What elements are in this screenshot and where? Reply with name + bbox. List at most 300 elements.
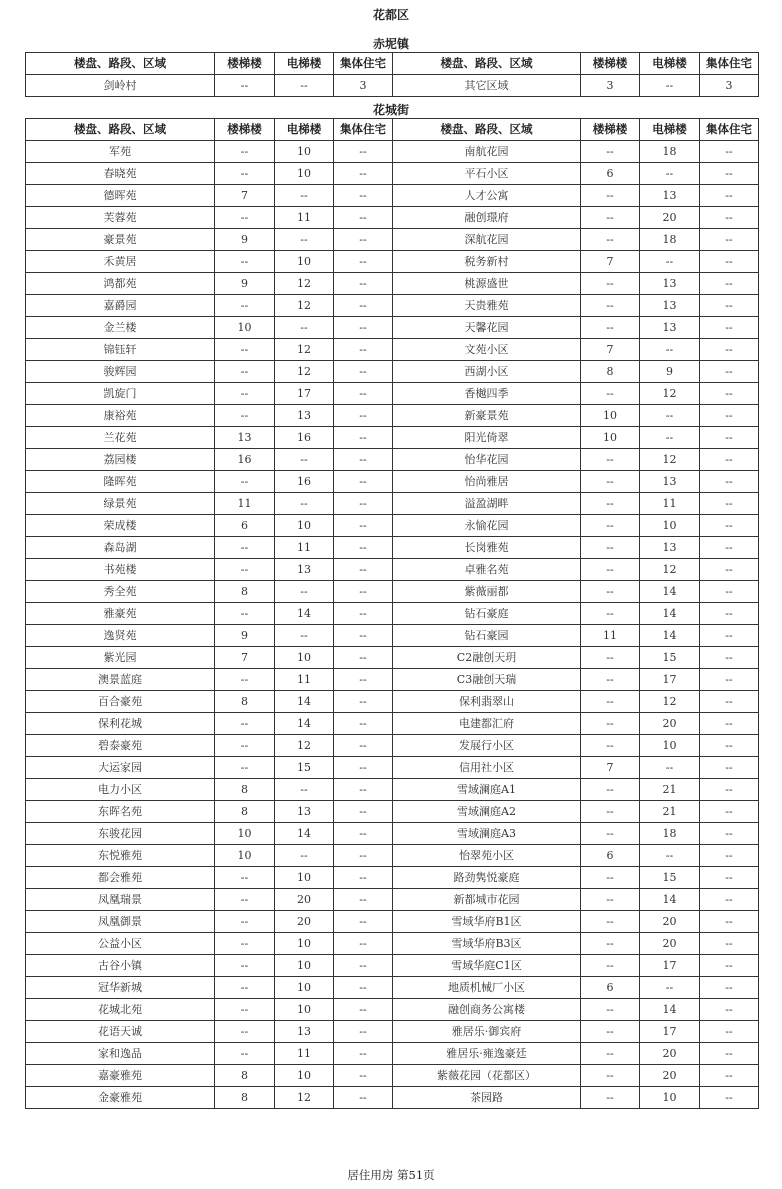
table-row (26, 163, 759, 185)
property-name-cell: 东晖名苑 (26, 801, 215, 823)
property-name-cell: 剑岭村 (26, 75, 215, 97)
count-cell: 10 (215, 317, 275, 339)
property-name-cell: C3融创天瑞 (393, 669, 581, 691)
count-cell: -- (334, 361, 393, 383)
count-cell: -- (215, 339, 275, 361)
table-row (26, 823, 759, 845)
count-cell: 8 (215, 691, 275, 713)
count-cell: 16 (275, 471, 334, 493)
table-row (26, 273, 759, 295)
count-cell: 12 (275, 295, 334, 317)
count-cell: -- (581, 295, 640, 317)
count-cell: 13 (640, 185, 700, 207)
count-cell: -- (700, 977, 759, 999)
property-name-cell: 永愉花园 (393, 515, 581, 537)
count-cell: 10 (640, 735, 700, 757)
property-name-cell: 东骏花园 (26, 823, 215, 845)
count-cell: -- (581, 559, 640, 581)
property-name-cell: 都会雅苑 (26, 867, 215, 889)
property-name-cell: 金豪雅苑 (26, 1087, 215, 1109)
count-cell: -- (700, 1021, 759, 1043)
count-cell: -- (700, 669, 759, 691)
count-cell: -- (215, 537, 275, 559)
count-cell: 11 (640, 493, 700, 515)
count-cell: -- (334, 845, 393, 867)
property-name-cell: 花城北苑 (26, 999, 215, 1021)
count-cell: 14 (640, 625, 700, 647)
count-cell: -- (334, 1065, 393, 1087)
count-cell: -- (334, 603, 393, 625)
column-header: 楼盘、路段、区域 (26, 53, 215, 75)
count-cell: -- (581, 889, 640, 911)
count-cell: 14 (640, 581, 700, 603)
table-huachengjie (25, 118, 759, 1109)
count-cell: 21 (640, 779, 700, 801)
property-name-cell: 森岛湖 (26, 537, 215, 559)
count-cell: -- (215, 911, 275, 933)
count-cell: -- (700, 1065, 759, 1087)
count-cell: -- (334, 955, 393, 977)
count-cell: -- (581, 801, 640, 823)
count-cell: -- (334, 339, 393, 361)
count-cell: -- (334, 867, 393, 889)
table-row (26, 339, 759, 361)
count-cell: 14 (640, 999, 700, 1021)
count-cell: 11 (275, 207, 334, 229)
count-cell: -- (700, 537, 759, 559)
count-cell: -- (215, 471, 275, 493)
property-name-cell: 深航花园 (393, 229, 581, 251)
property-name-cell: 其它区域 (393, 75, 581, 97)
count-cell: -- (581, 229, 640, 251)
count-cell: 12 (275, 339, 334, 361)
count-cell: -- (334, 977, 393, 999)
count-cell: -- (275, 317, 334, 339)
table-row (26, 427, 759, 449)
count-cell: -- (334, 141, 393, 163)
count-cell: 16 (275, 427, 334, 449)
property-name-cell: 荣成楼 (26, 515, 215, 537)
property-name-cell: 冠华新城 (26, 977, 215, 999)
count-cell: -- (215, 955, 275, 977)
property-name-cell: 嘉豪雅苑 (26, 1065, 215, 1087)
count-cell: -- (334, 559, 393, 581)
count-cell: 15 (640, 647, 700, 669)
property-name-cell: 雅豪苑 (26, 603, 215, 625)
count-cell: -- (581, 955, 640, 977)
count-cell: -- (215, 75, 275, 97)
property-name-cell: 凤凰瑞景 (26, 889, 215, 911)
property-name-cell: 芙蓉苑 (26, 207, 215, 229)
count-cell: 10 (275, 999, 334, 1021)
count-cell: -- (700, 691, 759, 713)
count-cell: 6 (215, 515, 275, 537)
count-cell: 20 (640, 1043, 700, 1065)
count-cell: 12 (275, 273, 334, 295)
count-cell: 9 (640, 361, 700, 383)
count-cell: 14 (640, 889, 700, 911)
count-cell: -- (581, 207, 640, 229)
count-cell: -- (640, 251, 700, 273)
property-name-cell: 大运家园 (26, 757, 215, 779)
count-cell: 3 (581, 75, 640, 97)
property-name-cell: 阳光倚翠 (393, 427, 581, 449)
table-row (26, 471, 759, 493)
count-cell: -- (640, 75, 700, 97)
count-cell: -- (581, 999, 640, 1021)
count-cell: -- (581, 779, 640, 801)
property-name-cell: 卓雅名苑 (393, 559, 581, 581)
property-name-cell: 紫光园 (26, 647, 215, 669)
property-name-cell: 平石小区 (393, 163, 581, 185)
count-cell: 13 (275, 405, 334, 427)
count-cell: 9 (215, 625, 275, 647)
count-cell: -- (334, 515, 393, 537)
property-name-cell: C2融创天玥 (393, 647, 581, 669)
count-cell: 20 (640, 911, 700, 933)
table-row (26, 295, 759, 317)
count-cell: 10 (275, 141, 334, 163)
column-header: 电梯楼 (275, 53, 334, 75)
count-cell: -- (581, 647, 640, 669)
count-cell: -- (700, 823, 759, 845)
table-row (26, 361, 759, 383)
table-row (26, 581, 759, 603)
count-cell: -- (334, 801, 393, 823)
column-header: 集体住宅 (334, 119, 393, 141)
table-row (26, 207, 759, 229)
property-name-cell: 茶园路 (393, 1087, 581, 1109)
count-cell: -- (215, 383, 275, 405)
property-name-cell: 澳景蓝庭 (26, 669, 215, 691)
count-cell: -- (334, 1087, 393, 1109)
table-chinizhen (25, 52, 759, 97)
property-name-cell: 怡尚雅居 (393, 471, 581, 493)
property-name-cell: 骏辉园 (26, 361, 215, 383)
count-cell: -- (640, 339, 700, 361)
count-cell: 21 (640, 801, 700, 823)
table-row (26, 757, 759, 779)
count-cell: -- (334, 999, 393, 1021)
count-cell: -- (700, 229, 759, 251)
count-cell: 20 (275, 911, 334, 933)
count-cell: -- (215, 207, 275, 229)
count-cell: -- (334, 273, 393, 295)
table-row (26, 647, 759, 669)
count-cell: 18 (640, 229, 700, 251)
property-name-cell: 绿景苑 (26, 493, 215, 515)
property-name-cell: 隆晖苑 (26, 471, 215, 493)
property-name-cell: 金兰楼 (26, 317, 215, 339)
count-cell: -- (215, 713, 275, 735)
property-name-cell: 德晖苑 (26, 185, 215, 207)
count-cell: 14 (275, 713, 334, 735)
property-name-cell: 锦钰轩 (26, 339, 215, 361)
count-cell: 7 (581, 339, 640, 361)
count-cell: -- (700, 207, 759, 229)
count-cell: 7 (581, 757, 640, 779)
table-row (26, 1065, 759, 1087)
count-cell: 8 (215, 581, 275, 603)
property-name-cell: 怡华花园 (393, 449, 581, 471)
count-cell: -- (334, 295, 393, 317)
count-cell: 13 (275, 1021, 334, 1043)
count-cell: -- (581, 1021, 640, 1043)
count-cell: 12 (640, 383, 700, 405)
count-cell: -- (215, 295, 275, 317)
count-cell: -- (700, 933, 759, 955)
count-cell: -- (334, 405, 393, 427)
count-cell: -- (334, 933, 393, 955)
count-cell: -- (334, 471, 393, 493)
count-cell: -- (700, 911, 759, 933)
count-cell: -- (334, 537, 393, 559)
count-cell: 13 (640, 471, 700, 493)
table-row (26, 713, 759, 735)
count-cell: -- (334, 163, 393, 185)
count-cell: -- (700, 295, 759, 317)
count-cell: -- (275, 185, 334, 207)
count-cell: -- (275, 75, 334, 97)
property-name-cell: 家和逸品 (26, 1043, 215, 1065)
property-name-cell: 兰花苑 (26, 427, 215, 449)
count-cell: -- (700, 383, 759, 405)
header-row (26, 119, 759, 141)
count-cell: -- (581, 713, 640, 735)
property-name-cell: 新豪景苑 (393, 405, 581, 427)
count-cell: -- (334, 383, 393, 405)
count-cell: 7 (215, 647, 275, 669)
table-row (26, 317, 759, 339)
count-cell: -- (275, 625, 334, 647)
count-cell: 9 (215, 273, 275, 295)
count-cell: -- (700, 889, 759, 911)
count-cell: 3 (700, 75, 759, 97)
property-name-cell: 东悦雅苑 (26, 845, 215, 867)
column-header: 电梯楼 (640, 119, 700, 141)
count-cell: -- (700, 251, 759, 273)
count-cell: -- (215, 889, 275, 911)
count-cell: 10 (275, 515, 334, 537)
property-name-cell: 禾黄居 (26, 251, 215, 273)
column-header: 楼梯楼 (581, 119, 640, 141)
property-name-cell: 保利花城 (26, 713, 215, 735)
count-cell: -- (215, 977, 275, 999)
count-cell: -- (581, 735, 640, 757)
table-row (26, 515, 759, 537)
table-row (26, 405, 759, 427)
count-cell: -- (581, 823, 640, 845)
count-cell: -- (700, 1043, 759, 1065)
count-cell: -- (700, 735, 759, 757)
count-cell: 6 (581, 163, 640, 185)
property-name-cell: 南航花园 (393, 141, 581, 163)
property-name-cell: 豪景苑 (26, 229, 215, 251)
property-name-cell: 雪域澜庭A1 (393, 779, 581, 801)
count-cell: 13 (640, 317, 700, 339)
table-row (26, 493, 759, 515)
count-cell: 15 (275, 757, 334, 779)
property-name-cell: 电力小区 (26, 779, 215, 801)
count-cell: 20 (640, 933, 700, 955)
table-row (26, 867, 759, 889)
count-cell: -- (215, 603, 275, 625)
count-cell: -- (581, 1065, 640, 1087)
count-cell: -- (334, 317, 393, 339)
property-name-cell: 春晓苑 (26, 163, 215, 185)
count-cell: 8 (215, 1087, 275, 1109)
count-cell: -- (334, 625, 393, 647)
property-name-cell: 电建都汇府 (393, 713, 581, 735)
count-cell: -- (334, 185, 393, 207)
table-row (26, 889, 759, 911)
property-name-cell: 溢盈湖畔 (393, 493, 581, 515)
count-cell: -- (640, 427, 700, 449)
section-title-chinizhen: 赤坭镇 (372, 37, 409, 51)
column-header: 楼梯楼 (581, 53, 640, 75)
count-cell: -- (581, 1043, 640, 1065)
property-name-cell: 西湖小区 (393, 361, 581, 383)
table-row (26, 537, 759, 559)
count-cell: -- (700, 1087, 759, 1109)
count-cell: 13 (640, 537, 700, 559)
table-row (26, 911, 759, 933)
count-cell: -- (334, 449, 393, 471)
column-header: 楼盘、路段、区域 (393, 119, 581, 141)
table-row (26, 691, 759, 713)
count-cell: -- (581, 317, 640, 339)
count-cell: -- (334, 779, 393, 801)
count-cell: -- (334, 669, 393, 691)
property-name-cell: 书苑楼 (26, 559, 215, 581)
table-row (26, 779, 759, 801)
count-cell: 11 (275, 1043, 334, 1065)
property-name-cell: 紫薇花园（花都区） (393, 1065, 581, 1087)
count-cell: -- (334, 691, 393, 713)
count-cell: 20 (640, 713, 700, 735)
count-cell: -- (700, 339, 759, 361)
column-header: 楼梯楼 (215, 119, 275, 141)
property-name-cell: 新都城市花园 (393, 889, 581, 911)
count-cell: -- (215, 251, 275, 273)
count-cell: -- (334, 757, 393, 779)
count-cell: -- (275, 845, 334, 867)
count-cell: -- (700, 845, 759, 867)
count-cell: -- (334, 647, 393, 669)
table-row (26, 1043, 759, 1065)
count-cell: -- (581, 603, 640, 625)
count-cell: -- (640, 977, 700, 999)
count-cell: -- (700, 427, 759, 449)
count-cell: 13 (640, 273, 700, 295)
column-header: 电梯楼 (275, 119, 334, 141)
table-row (26, 251, 759, 273)
count-cell: -- (581, 383, 640, 405)
count-cell: -- (700, 471, 759, 493)
count-cell: -- (275, 581, 334, 603)
table-row (26, 735, 759, 757)
count-cell: 13 (215, 427, 275, 449)
table-row (26, 801, 759, 823)
count-cell: -- (581, 493, 640, 515)
count-cell: -- (700, 713, 759, 735)
count-cell: -- (215, 867, 275, 889)
count-cell: 11 (581, 625, 640, 647)
count-cell: -- (581, 515, 640, 537)
count-cell: -- (334, 1021, 393, 1043)
table-row (26, 955, 759, 977)
property-name-cell: 雪域澜庭A2 (393, 801, 581, 823)
count-cell: -- (700, 185, 759, 207)
table-row (26, 559, 759, 581)
count-cell: 13 (275, 559, 334, 581)
property-name-cell: 凤凰御景 (26, 911, 215, 933)
count-cell: 8 (581, 361, 640, 383)
count-cell: -- (581, 141, 640, 163)
property-name-cell: 军苑 (26, 141, 215, 163)
count-cell: -- (700, 361, 759, 383)
count-cell: 8 (215, 779, 275, 801)
count-cell: 20 (640, 1065, 700, 1087)
table-row (26, 933, 759, 955)
property-name-cell: 公益小区 (26, 933, 215, 955)
count-cell: -- (215, 559, 275, 581)
count-cell: 17 (640, 669, 700, 691)
count-cell: -- (581, 185, 640, 207)
header-row (26, 53, 759, 75)
column-header: 楼盘、路段、区域 (26, 119, 215, 141)
count-cell: 13 (275, 801, 334, 823)
table-row (26, 185, 759, 207)
count-cell: 17 (275, 383, 334, 405)
count-cell: 6 (581, 845, 640, 867)
count-cell: 10 (640, 1087, 700, 1109)
property-name-cell: 康裕苑 (26, 405, 215, 427)
count-cell: -- (581, 933, 640, 955)
count-cell: -- (215, 405, 275, 427)
count-cell: -- (700, 317, 759, 339)
count-cell: -- (581, 471, 640, 493)
count-cell: 7 (215, 185, 275, 207)
property-name-cell: 钻石豪庭 (393, 603, 581, 625)
property-name-cell: 长岗雅苑 (393, 537, 581, 559)
property-name-cell: 凯旋门 (26, 383, 215, 405)
count-cell: 14 (275, 823, 334, 845)
count-cell: 10 (275, 251, 334, 273)
property-name-cell: 雪域华府B3区 (393, 933, 581, 955)
table-row (26, 141, 759, 163)
property-name-cell: 文苑小区 (393, 339, 581, 361)
property-name-cell: 融创璟府 (393, 207, 581, 229)
property-name-cell: 信用社小区 (393, 757, 581, 779)
count-cell: 18 (640, 141, 700, 163)
property-name-cell: 怡翠苑小区 (393, 845, 581, 867)
column-header: 楼盘、路段、区域 (393, 53, 581, 75)
count-cell: 10 (581, 427, 640, 449)
count-cell: 10 (275, 955, 334, 977)
count-cell: -- (334, 207, 393, 229)
table-row (26, 449, 759, 471)
count-cell: -- (640, 405, 700, 427)
column-header: 电梯楼 (640, 53, 700, 75)
count-cell: 8 (215, 1065, 275, 1087)
count-cell: -- (215, 1021, 275, 1043)
count-cell: -- (334, 427, 393, 449)
column-header: 集体住宅 (700, 119, 759, 141)
count-cell: -- (700, 603, 759, 625)
property-name-cell: 雅居乐·雍逸豪廷 (393, 1043, 581, 1065)
count-cell: -- (640, 163, 700, 185)
